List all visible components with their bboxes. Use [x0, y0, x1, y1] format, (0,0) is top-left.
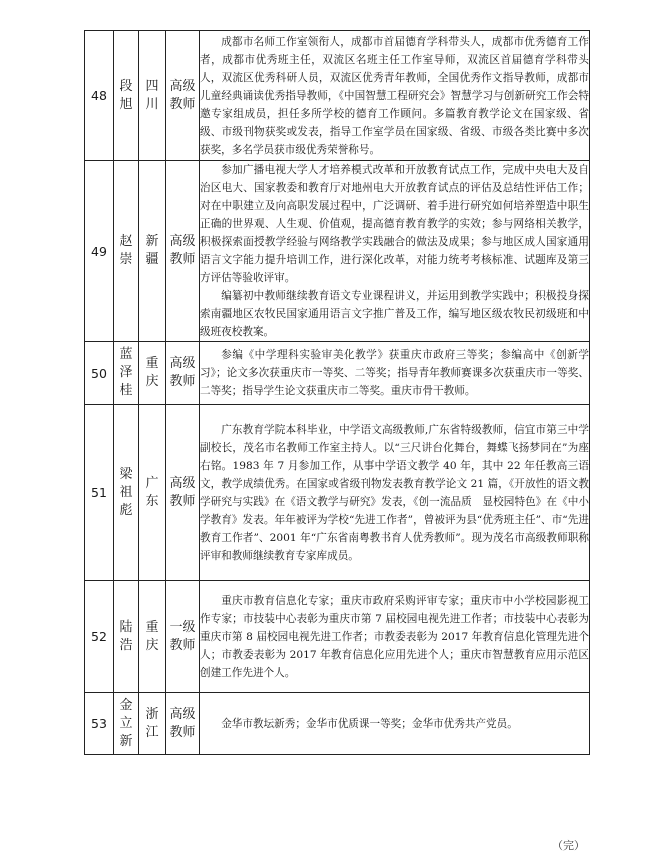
teacher-region-part: 疆	[145, 252, 159, 267]
teacher-name	[114, 693, 139, 755]
teacher-title-part: 高级	[169, 706, 196, 722]
teacher-region-part: 川	[145, 96, 159, 112]
row-number: 49	[85, 161, 114, 342]
teacher-name	[114, 342, 139, 405]
row-number: 51	[85, 405, 114, 581]
teacher-title-part: 高级	[169, 475, 196, 491]
table-row	[85, 342, 590, 405]
row-number: 52	[85, 581, 114, 693]
teacher-region-part: 庆	[145, 637, 159, 653]
teacher-name-part: 赵	[119, 234, 133, 249]
teacher-name-part: 陆	[119, 619, 133, 635]
teacher-title-part: 一级	[169, 619, 196, 635]
teacher-name	[114, 581, 139, 693]
teacher-title-part: 教师	[169, 724, 196, 740]
row-number: 53	[85, 693, 114, 755]
description-paragraph: 重庆市教育信息化专家；重庆市政府采购评审专家；重庆市中小学校园影视工作专家；市技装中心表彰为重庆市第 7 届校园电视先进工作者；市技装中心表彰为重庆市第 8 届校园电视先进工作者；市教委表彰为 2017 年教育信息化管理先进个人；市教委表彰为 2017 年教育信息化应用先进个人；重庆市智慧教育应用示范区创建工作先进个人。	[200, 594, 589, 679]
teacher-name-part: 彪	[119, 502, 133, 518]
end-mark: （完）	[552, 839, 585, 852]
teacher-name-part: 旭	[119, 96, 133, 112]
teacher-description	[200, 161, 590, 342]
teacher-name-part: 祖	[119, 484, 133, 500]
teacher-name	[114, 31, 139, 161]
teacher-name-part: 桂	[119, 383, 133, 398]
teacher-name	[114, 405, 139, 581]
table-row	[85, 161, 590, 342]
teacher-region-part: 庆	[145, 374, 159, 389]
teacher-region	[139, 161, 166, 342]
teacher-table-body	[85, 31, 590, 755]
teacher-title	[166, 405, 200, 581]
teacher-region	[139, 31, 166, 161]
teacher-region	[139, 581, 166, 693]
description-paragraph: 成都市名师工作室领衔人，成都市首届德育学科带头人，成都市优秀德育工作者，成都市优秀班主任，双流区名班主任工作室导师，双流区首届德育学科带头人，双流区优秀科研人员，双流区优秀青年教师，全国优秀作文指导教师，成都市儿童经典诵读优秀指导教师，《中国智慧工程研究会》智慧学习与创新研究工作会特邀专家组成员，担任多所学校的德育工作顾问。多篇教育教学论文在国家级、省级、市级刊物获奖或发表，指导工作室学员在国家级、省级、市级各类比赛中多次获奖，多名学员获市级优秀荣誉称号。	[200, 35, 589, 156]
teacher-name-part: 段	[119, 78, 133, 94]
teacher-title	[166, 581, 200, 693]
teacher-name-part: 梁	[119, 466, 133, 482]
teacher-region	[139, 693, 166, 755]
teacher-name-part: 金	[119, 697, 133, 713]
teacher-description	[200, 405, 590, 581]
teacher-region-part: 广	[145, 475, 159, 491]
teacher-title	[166, 693, 200, 755]
description-paragraph: 参编《中学理科实验审美化教学》获重庆市政府三等奖；参编高中《创新学习》；论文多次获重庆市一等奖、二等奖；指导青年教师赛课多次获重庆市一等奖、二等奖；指导学生论文获重庆市二等奖。重庆市骨干教师。	[200, 349, 589, 397]
teacher-description	[200, 342, 590, 405]
teacher-region-part: 江	[145, 724, 159, 740]
row-number: 48	[85, 31, 114, 161]
teacher-title-part: 教师	[169, 374, 196, 389]
teacher-region-part: 重	[145, 619, 159, 635]
teacher-table	[84, 30, 590, 755]
teacher-title-part: 教师	[169, 252, 196, 267]
teacher-name-part: 新	[119, 733, 133, 749]
description-paragraph: 金华市教坛新秀；金华市优质课一等奖；金华市优秀共产党员。	[221, 717, 518, 730]
table-row	[85, 31, 590, 161]
teacher-region-part: 浙	[145, 706, 159, 722]
teacher-description	[200, 693, 590, 755]
teacher-title-part: 教师	[169, 493, 196, 509]
teacher-region	[139, 405, 166, 581]
teacher-name-part: 浩	[119, 637, 133, 653]
teacher-title-part: 教师	[169, 637, 196, 653]
table-row	[85, 693, 590, 755]
teacher-title-part: 高级	[169, 78, 196, 94]
teacher-title	[166, 31, 200, 161]
teacher-title-part: 教师	[169, 96, 196, 112]
teacher-name-part: 崇	[119, 252, 133, 267]
teacher-region-part: 四	[145, 78, 159, 94]
teacher-name-part: 泽	[119, 365, 133, 380]
teacher-name	[114, 161, 139, 342]
teacher-region	[139, 342, 166, 405]
teacher-description	[200, 581, 590, 693]
description-paragraph: 参加广播电视大学人才培养模式改革和开放教育试点工作，完成中央电大及自治区电大、国家教委和教育厅对地州电大开放教育试点的评估及总结性评估工作；对在中职建立及向高职发展过程中，广泛调研、着手进行研究如何培养塑造中职生正确的世界观、人生观、价值观，提高德育教育教学的实效；参与网络相关教学，积极探索面授教学经验与网络教学实践融合的做法及成果；参与地区成人国家通用语言文字能力提升培训工作，进行深化改革，对能力统考考核标准、试题库及第三方评估等验收评审。	[200, 164, 589, 284]
teacher-description	[200, 31, 590, 161]
table-row	[85, 581, 590, 693]
teacher-region-part: 重	[145, 356, 159, 371]
teacher-title	[166, 161, 200, 342]
teacher-title	[166, 342, 200, 405]
row-number: 50	[85, 342, 114, 405]
teacher-title-part: 高级	[169, 234, 196, 249]
table-row	[85, 405, 590, 581]
teacher-region-part: 新	[145, 234, 159, 249]
teacher-title-part: 高级	[169, 356, 196, 371]
description-paragraph: 编纂初中教师继续教育语文专业课程讲义，并运用到教学实践中；积极投身探索南疆地区农牧民国家通用语言文字推广普及工作，编写地区级农牧民初级班和中级班夜校教案。	[200, 290, 589, 338]
teacher-name-part: 立	[119, 715, 133, 731]
description-paragraph: 广东教育学院本科毕业，中学语文高级教师,广东省特级教师，信宜市第三中学副校长，茂名市名教师工作室主持人。以“三尺讲台化舞台，舞蝶飞扬梦同在”为座右铭。1983 年 7 月参加工作，从事中学语文教学 40 年，其中 22 年任教高三语文，教学成绩优秀。在国家或省级刊物发表教育教学论文 21 篇，《开放性的语文教学研究与实践》在《语文教学与研究》发表，《创一流品质 显校园特色》在《中小学教育》发表。年年被评为学校“先进工作者”，曾被评为县“优秀班主任”、市“先进教育工作者”、2001 年“广东省南粤教书育人优秀教师”。现为茂名市高级教师职称评审和教师继续教育专家库成员。	[200, 423, 589, 562]
teacher-region-part: 东	[145, 493, 159, 509]
teacher-name-part: 蓝	[119, 347, 133, 362]
